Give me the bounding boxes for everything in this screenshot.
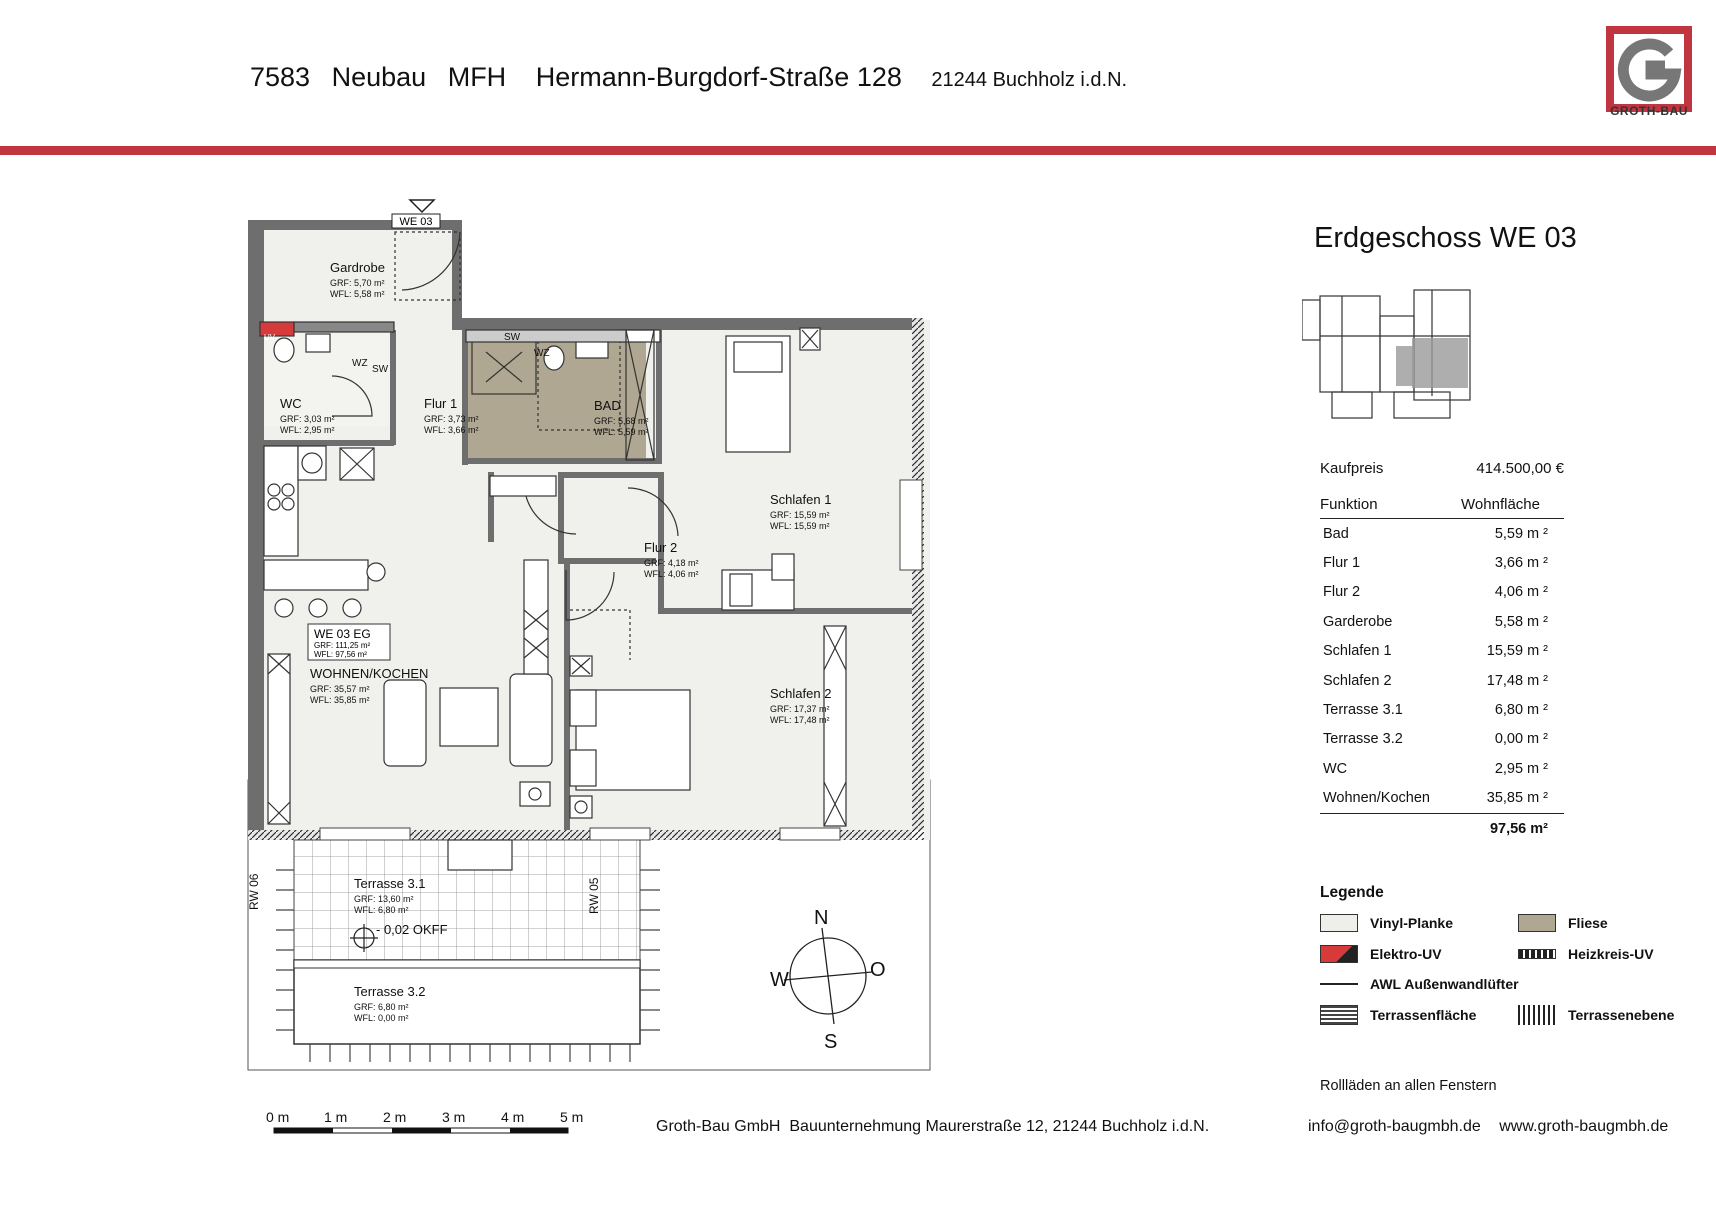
electric-panel-icon — [1320, 945, 1358, 963]
room-terrasse-3-2: Terrasse 3.2 — [354, 984, 426, 999]
price-row — [1320, 452, 1564, 484]
footer-web[interactable]: www.groth-baugmbh.de — [1499, 1118, 1669, 1135]
table-row: Flur 1 3,66 m ² — [1323, 555, 1548, 572]
svg-text:GRF: 3,73 m²: GRF: 3,73 m² — [424, 414, 479, 424]
unit-tag: WE 03 — [399, 216, 433, 228]
svg-text:GRF: 17,37 m²: GRF: 17,37 m² — [770, 704, 830, 714]
footer-company: Groth-Bau GmbH Bauunternehmung Maurerstraße 12, 21244 Buchholz i.d.N. — [656, 1118, 1210, 1135]
svg-text:WFL: 17,48 m²: WFL: 17,48 m² — [770, 715, 830, 725]
compass-w: W — [770, 969, 789, 991]
legend-vinyl: Vinyl-Planke — [1320, 914, 1518, 932]
vinyl-swatch-icon — [1320, 914, 1358, 932]
room-flur2: Flur 2 — [644, 540, 678, 555]
scale-tick: 5 m — [560, 1109, 584, 1125]
table-row: WC 2,95 m ² — [1323, 760, 1548, 777]
legend-fliese: Fliese — [1518, 914, 1698, 932]
svg-text:GRF: 13,60 m²: GRF: 13,60 m² — [354, 894, 414, 904]
table-body — [1320, 519, 1564, 813]
room-bad: BAD — [594, 398, 621, 413]
svg-text:SW: SW — [372, 364, 389, 375]
table-row: Schlafen 2 17,48 m ² — [1323, 672, 1548, 689]
scale-tick: 4 m — [501, 1109, 525, 1125]
scale-tick: 1 m — [324, 1109, 348, 1125]
legend-title: Legende — [1320, 884, 1384, 901]
rw05-label: RW 05 — [587, 877, 601, 914]
scale-tick: 0 m — [266, 1109, 290, 1125]
tile-swatch-icon — [1518, 914, 1556, 932]
svg-text:GRF: 111,25 m²: GRF: 111,25 m² — [314, 641, 371, 650]
footer-email[interactable]: info@groth-baugmbh.de — [1308, 1118, 1481, 1135]
building-type: MFH — [447, 62, 507, 92]
terrace-area-icon — [1320, 1005, 1358, 1025]
svg-text:GRF: 5,68 m²: GRF: 5,68 m² — [594, 416, 649, 426]
table-total — [1320, 813, 1564, 844]
compass-s: S — [824, 1031, 838, 1053]
total-area: 97,56 m² — [1489, 820, 1548, 837]
svg-text:UV: UV — [264, 333, 276, 342]
room-terrasse-3-1: Terrasse 3.1 — [354, 876, 426, 891]
svg-text:WE 03 EG: WE 03 EG — [314, 627, 371, 641]
table-row: Bad 5,59 m ² — [1323, 525, 1548, 542]
svg-text:WFL: 0,00 m²: WFL: 0,00 m² — [354, 1013, 409, 1023]
room-schlafen1: Schlafen 1 — [770, 492, 832, 507]
svg-text:WFL: 5,59 m²: WFL: 5,59 m² — [594, 427, 649, 437]
scale-bar — [262, 1108, 602, 1138]
floor-title: Erdgeschoss WE 03 — [1314, 222, 1577, 254]
header-divider — [0, 146, 1716, 155]
svg-text:WFL: 97,56 m²: WFL: 97,56 m² — [314, 650, 367, 659]
svg-text:WFL: 3,66 m²: WFL: 3,66 m² — [424, 425, 479, 435]
legend-heizkreis: Heizkreis-UV — [1518, 945, 1698, 963]
col-area: Wohnfläche — [1461, 495, 1540, 513]
project-type: Neubau — [331, 62, 427, 92]
terrace-3-2 — [294, 960, 640, 1044]
project-number: 7583 — [250, 62, 311, 92]
legend-terrassenflaeche: Terrassenfläche — [1320, 1005, 1518, 1025]
legend-awl: AWL Außenwandlüfter — [1320, 976, 1698, 992]
footer-contact — [1308, 1118, 1668, 1136]
compass-n: N — [814, 907, 829, 929]
svg-text:SW: SW — [504, 332, 521, 343]
room-wc: WC — [280, 396, 302, 411]
table-row: Wohnen/Kochen 35,85 m ² — [1323, 790, 1548, 807]
floor-plan — [240, 190, 940, 1090]
scale-tick: 2 m — [383, 1109, 407, 1125]
heating-panel-icon — [1518, 949, 1556, 959]
legend — [1320, 884, 1700, 1025]
key-plan-icon — [1302, 286, 1482, 426]
compass-icon — [784, 928, 872, 1024]
price-label: Kaufpreis — [1320, 459, 1384, 477]
table-row: Terrasse 3.2 0,00 m ² — [1323, 731, 1548, 748]
svg-text:WFL: 4,06 m²: WFL: 4,06 m² — [644, 569, 699, 579]
area-table — [1320, 452, 1564, 844]
table-row: Garderobe 5,58 m ² — [1323, 613, 1548, 630]
street-address: Hermann-Burgdorf-Straße 128 — [535, 62, 902, 92]
table-row: Terrasse 3.1 6,80 m ² — [1323, 702, 1548, 719]
svg-text:WFL: 5,58 m²: WFL: 5,58 m² — [330, 289, 385, 299]
room-wohnen-kochen: WOHNEN/KOCHEN — [310, 666, 429, 681]
scale-tick: 3 m — [442, 1109, 466, 1125]
col-function: Funktion — [1320, 495, 1378, 513]
rw06-label: RW 06 — [247, 873, 261, 910]
compass-o: O — [870, 959, 886, 981]
svg-text:GRF: 5,70 m²: GRF: 5,70 m² — [330, 278, 385, 288]
okff-level: - 0,02 OKFF — [376, 922, 448, 937]
price-value: 414.500,00 € — [1476, 459, 1564, 477]
svg-text:WFL: 6,80 m²: WFL: 6,80 m² — [354, 905, 409, 915]
wall-vent-icon — [1320, 983, 1358, 985]
legend-elektro: Elektro-UV — [1320, 945, 1518, 963]
svg-text:GRF: 6,80 m²: GRF: 6,80 m² — [354, 1002, 409, 1012]
room-flur1: Flur 1 — [424, 396, 458, 411]
table-row: Flur 2 4,06 m ² — [1323, 584, 1548, 601]
table-header — [1320, 490, 1564, 519]
svg-text:GRF: 3,03 m²: GRF: 3,03 m² — [280, 414, 335, 424]
room-gardrobe: Gardrobe — [330, 260, 385, 275]
legend-terrassenebene: Terrassenebene — [1518, 1005, 1698, 1025]
city: 21244 Buchholz i.d.N. — [931, 69, 1128, 91]
shutters-note: Rollläden an allen Fenstern — [1320, 1078, 1497, 1094]
svg-text:GRF: 35,57 m²: GRF: 35,57 m² — [310, 684, 370, 694]
terrace-level-icon — [1518, 1005, 1556, 1025]
svg-text:GRF: 15,59 m²: GRF: 15,59 m² — [770, 510, 830, 520]
svg-text:WFL: 35,85 m²: WFL: 35,85 m² — [310, 695, 370, 705]
svg-text:WZ: WZ — [352, 358, 368, 369]
header-title — [250, 62, 1127, 93]
entrance-marker-icon — [410, 200, 434, 212]
svg-text:WFL: 15,59 m²: WFL: 15,59 m² — [770, 521, 830, 531]
room-schlafen2: Schlafen 2 — [770, 686, 832, 701]
svg-text:WFL: 2,95 m²: WFL: 2,95 m² — [280, 425, 335, 435]
svg-text:WZ: WZ — [534, 348, 550, 359]
svg-text:GRF: 4,18 m²: GRF: 4,18 m² — [644, 558, 699, 568]
logo-text: GROTH-BAU — [1610, 104, 1688, 118]
table-row: Schlafen 1 15,59 m ² — [1323, 643, 1548, 660]
